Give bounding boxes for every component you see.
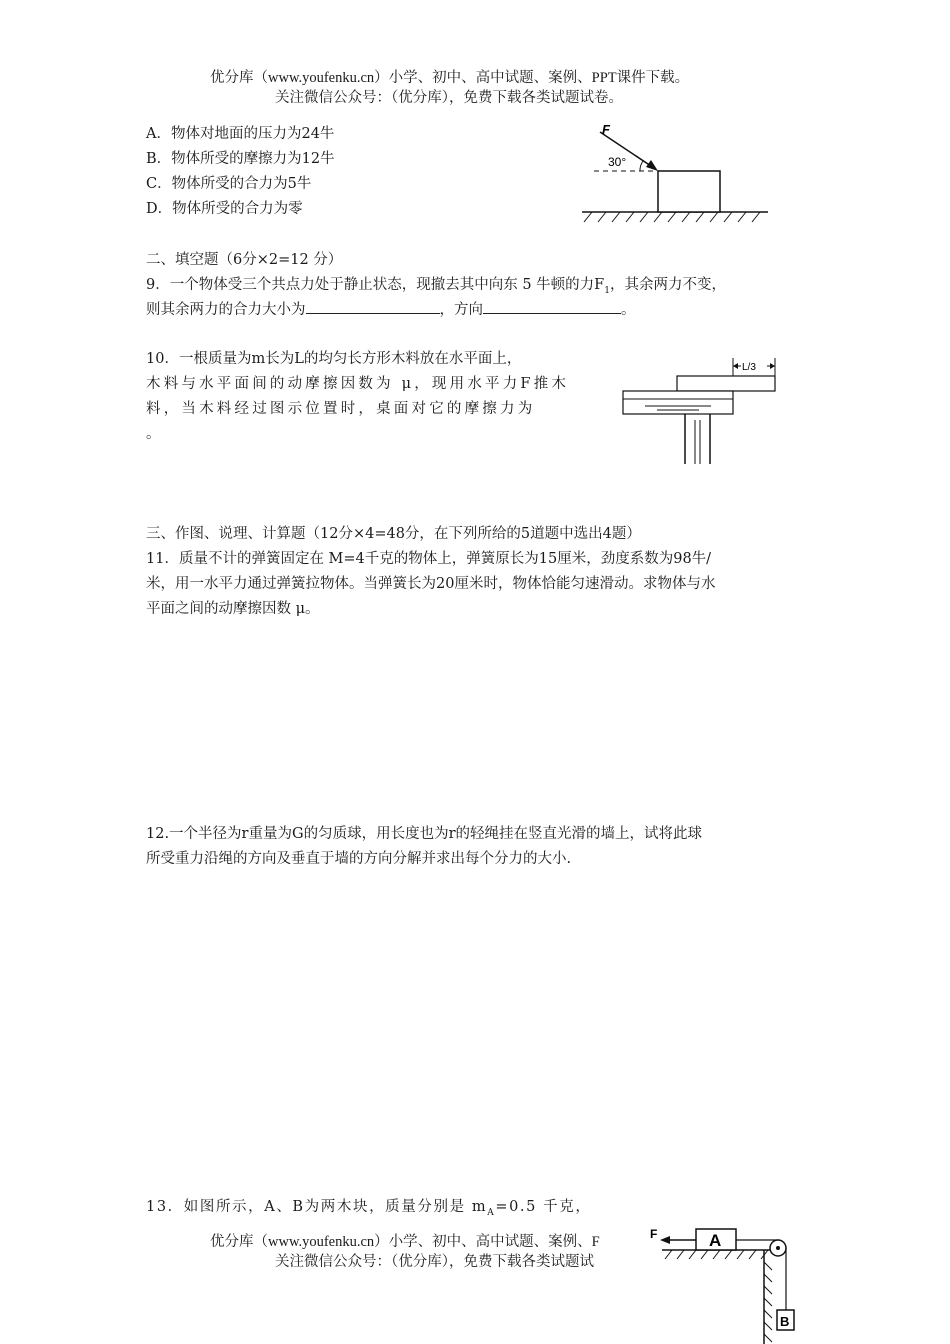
q13-line-1: [146, 1195, 591, 1226]
q13-force-label: F: [650, 1227, 658, 1241]
q13-text-2: =0.5 千克，: [495, 1199, 592, 1215]
q8-force-label: F: [602, 122, 610, 137]
q9-text-4: ，方向: [439, 302, 483, 318]
q12-line-1: 12.一个半径为r重量为G的匀质球，用长度也为r的轻绳挂在竖直光滑的墙上，试将此球: [146, 826, 703, 842]
q11-line-3: 平面之间的动摩擦因数 μ。: [146, 601, 320, 617]
q8-angle-label: 30°: [608, 155, 627, 169]
q11-line-1: 11．质量不计的弹簧固定在 M=4千克的物体上，弹簧原长为15厘米，劲度系数为98牛/: [146, 551, 712, 567]
q9-text-2: ，其余两力不变，: [609, 277, 726, 293]
q10-line-1: 10．一根质量为m长为L的均匀长方形木料放在水平面上，: [146, 351, 522, 367]
q13-block-b-label: B: [780, 1314, 790, 1329]
q11-line-2: 米，用一水平力通过弹簧拉物体。当弹簧长为20厘米时，物体恰能匀速滑动。求物体与水: [146, 576, 716, 592]
q9-text-5: 。: [621, 302, 636, 318]
section-3-title: 三、作图、说理、计算题（12分×4=48分，在下列所给的5道题中选出4题）: [146, 526, 641, 542]
q8-figure: [570, 120, 780, 230]
footer-line-1: 优分库（www.youfenku.cn）小学、初中、高中试题、案例、F: [210, 1234, 600, 1250]
q13-text-1: 13．如图所示，A、B为两木块，质量分别是 m: [146, 1199, 488, 1215]
q8-option-d: D．物体所受的合力为零: [146, 201, 303, 217]
section-2-title: 二、填空题（6分×2=12 分）: [146, 252, 343, 268]
q10-table-top: [623, 391, 733, 414]
q13-subscript: A: [487, 1207, 496, 1218]
q8-option-b: B．物体所受的摩擦力为12牛: [146, 151, 335, 167]
q10-dim-label: L/3: [742, 362, 756, 373]
footer-line-2: 关注微信公众号：（优分库），免费下载各类试题试: [275, 1254, 594, 1270]
q10-plank: [677, 376, 775, 391]
q9-line-2: [146, 298, 636, 323]
q9-blank-direction[interactable]: [483, 299, 621, 314]
q8-option-a: A．物体对地面的压力为24牛: [146, 126, 335, 142]
q10-line-2: 木料与水平面间的动摩擦因数为 μ，现用水平力F推木: [146, 376, 570, 392]
header-line-2: 关注微信公众号：（优分库），免费下载各类试题试卷。: [275, 90, 623, 106]
q9-blank-magnitude[interactable]: [306, 299, 440, 314]
header-line-1: 优分库（www.youfenku.cn）小学、初中、高中试题、案例、PPT课件下载。: [210, 70, 690, 86]
q8-block: [658, 171, 720, 212]
q10-line-4: 。: [146, 426, 161, 442]
q12-line-2: 所受重力沿绳的方向及垂直于墙的方向分解并求出每个分力的大小.: [146, 851, 572, 867]
q9-text-1: 9．一个物体受三个共点力处于静止状态，现撤去其中向东 5 牛顿的力F: [146, 277, 605, 293]
q13-figure: [642, 1218, 802, 1344]
q8-option-c: C．物体所受的合力为5牛: [146, 176, 312, 192]
q13-block-a-label: A: [709, 1231, 722, 1250]
q9-text-3: 则其余两力的合力大小为: [146, 302, 306, 318]
q10-figure: [615, 350, 785, 468]
q10-line-3: 料，当木料经过图示位置时，桌面对它的摩擦力为: [146, 401, 536, 417]
q9-subscript: 1: [604, 285, 610, 296]
